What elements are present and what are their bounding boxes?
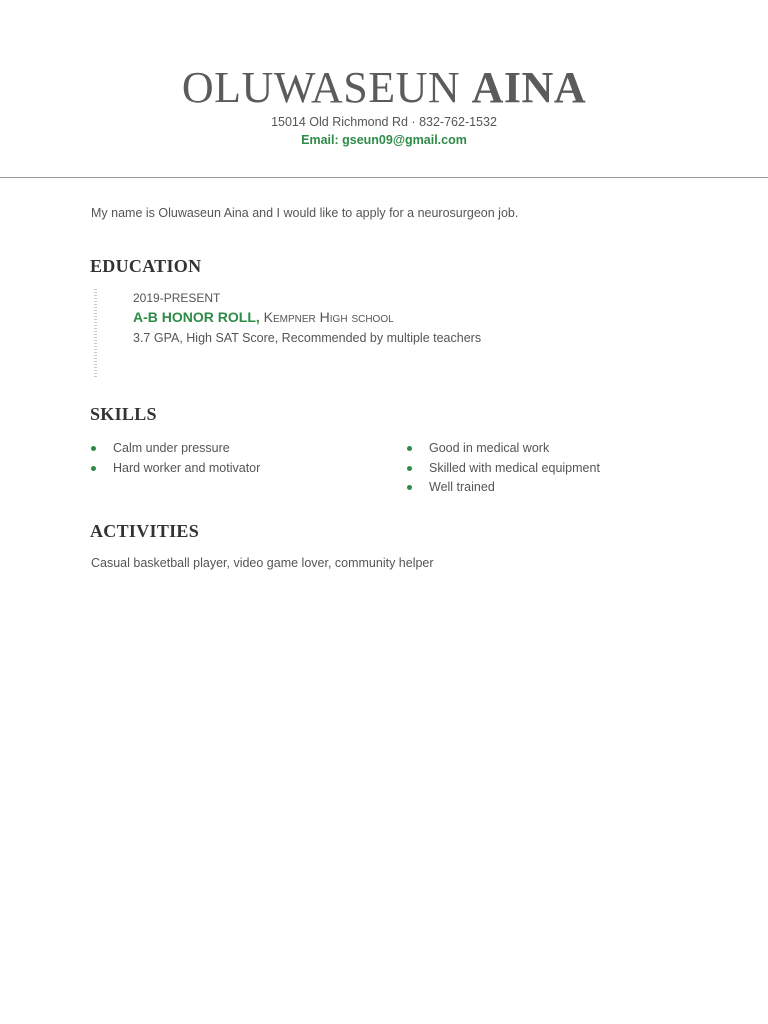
education-degree: A-B HONOR ROLL,: [133, 309, 260, 325]
skill-label: Good in medical work: [429, 441, 550, 455]
education-timeline-bar: [94, 289, 97, 379]
skills-list-right: [407, 439, 600, 498]
skill-label: Calm under pressure: [113, 441, 230, 455]
skills-heading: SKILLS: [90, 404, 157, 424]
bullet-icon: [91, 446, 96, 451]
first-name: OLUWASEUN: [181, 63, 461, 112]
skill-item: [91, 439, 260, 459]
contact-line: 15014 Old Richmond Rd · 832-762-1532: [271, 115, 497, 129]
activities-text: Casual basketball player, video game lover, community helper: [91, 556, 434, 570]
education-school: Kempner High school: [263, 309, 394, 325]
skill-item: [91, 459, 260, 479]
candidate-name: [0, 62, 768, 114]
bullet-icon: [91, 466, 96, 471]
header-divider: [0, 177, 768, 178]
skill-item: [407, 439, 600, 459]
education-date: 2019-PRESENT: [133, 291, 221, 305]
bullet-icon: [407, 446, 412, 451]
skill-item: [407, 478, 600, 498]
bullet-icon: [407, 466, 412, 471]
activities-heading: ACTIVITIES: [90, 521, 200, 541]
education-title: [133, 309, 394, 325]
bullet-icon: [407, 485, 412, 490]
last-name: AINA: [471, 63, 587, 112]
skill-label: Hard worker and motivator: [113, 460, 261, 475]
email-line[interactable]: Email: gseun09@gmail.com: [301, 133, 467, 147]
skill-item: [407, 459, 600, 479]
skill-label: Skilled with medical equipment: [429, 460, 600, 475]
objective-statement: My name is Oluwaseun Aina and I would like to apply for a neurosurgeon job.: [91, 206, 519, 220]
education-description: 3.7 GPA, High SAT Score, Recommended by multiple teachers: [133, 331, 482, 345]
skills-list-left: [91, 439, 260, 478]
resume-header: [0, 0, 768, 178]
skill-label: Well trained: [429, 480, 495, 494]
education-heading: EDUCATION: [90, 256, 202, 276]
